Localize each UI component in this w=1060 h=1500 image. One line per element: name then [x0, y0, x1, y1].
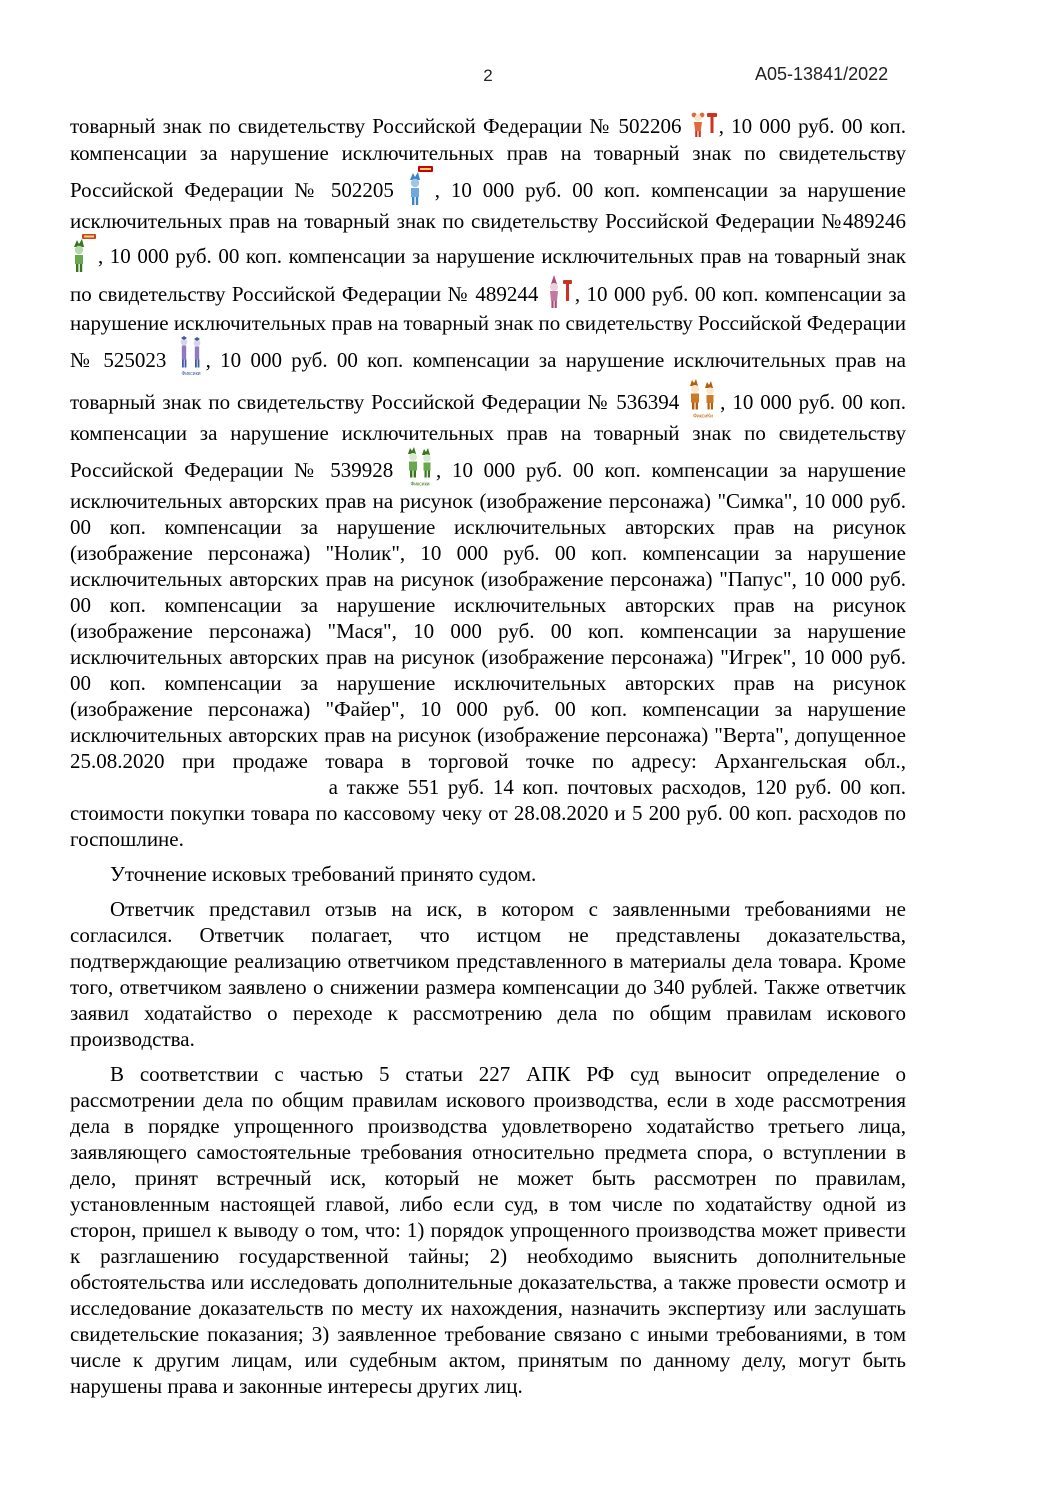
claims-text-segment: , 10 000 руб. 00 коп. компенсации за нарушение исключительных прав на товарный знак по свидетельству Российской Федерации №489246 — [70, 178, 906, 233]
claims-text-segment: , 10 000 руб. 00 коп. компенсации за нарушение исключительных прав на товарный знак по свидетельству Российской Федерации № 536394 — [70, 348, 906, 414]
claims-text-segment: , 10 000 руб. 00 коп. компенсации за нарушение исключительных прав на товарный знак по свидетельству Российской Федерации № 489244 — [70, 244, 906, 306]
page-number: 2 — [483, 66, 493, 85]
claims-text-segment: , 10 000 руб. 00 коп. компенсации за нарушение исключительных прав на товарный знак по свидетельству Российской Федерации № 539928 — [70, 390, 906, 482]
svg-text:Фиксики: Фиксики — [181, 371, 201, 377]
trademark-image-502205 — [405, 166, 435, 208]
trademark-image-502206 — [689, 110, 719, 140]
claims-text-segment: , 10 000 руб. 00 коп. компенсации за нарушение исключительных авторских прав на рисунок (изображение персонажа) "Симка", 10 000 руб. 00 коп. компенсации за нарушение исключительных авторских прав на рисунок (изображение персонажа) "Нолик", 10 000 руб. 00 коп. компенсации за нарушение исключительных авторских прав на рисунок (изображение персонажа) "Папус", 10 000 руб. 00 коп. компенсации за нарушение исключительных авторских прав на рисунок (изображение персонажа) "Мася", 10 000 руб. 00 коп. компенсации за нарушение исключительных авторских прав на рисунок (изображение персонажа) "Игрек", 10 000 руб. 00 коп. компенсации за нарушение исключительных авторских прав на рисунок (изображение персонажа) "Файер", 10 000 руб. 00 коп. компенсации за нарушение исключительных авторских прав на рисунок (изображение персонажа) "Верта", допущенное 25.08.2020 при продаже товара в торговой точке по адресу: Архангельская обл., — [70, 458, 906, 773]
trademark-image-525023 — [176, 336, 206, 378]
paragraph-defendant-response: Ответчик представил отзыв на иск, в котором с заявленными требованиями не согласился. Ответчик полагает, что истцом не представлены доказательства, подтверждающие реализацию ответчиком представленного в материалы дела товара. Кроме того, ответчиком заявлено о снижении размера компенсации до 340 рублей. Также ответчик заявил ходатайство о переходе к рассмотрению дела по общим правилам искового производства. — [70, 897, 906, 1051]
document-body — [70, 110, 906, 1399]
claims-text-segment: , 10 000 руб. 00 коп. компенсации за нарушение исключительных прав на товарный знак по свидетельству Российской Федерации № 502205 — [70, 114, 906, 202]
claims-text-segment: товарный знак по свидетельству Российской Федерации № 502206 — [70, 114, 689, 138]
case-number: A05-13841/2022 — [755, 64, 889, 84]
trademark-image-539928 — [404, 446, 436, 488]
claims-text-segment: а также 551 руб. 14 коп. почтовых расходов, 120 руб. 00 коп. стоимости покупки товара по кассовому чеку от 28.08.2020 и 5 200 руб. 00 коп. расходов по госпошлине. — [70, 775, 906, 851]
trademark-image-489244 — [545, 274, 575, 310]
trademark-image-489246 — [70, 234, 98, 274]
paragraph-apk-rf-rule: В соответствии с частью 5 статьи 227 АПК РФ суд выносит определение о рассмотрении дела по общим правилам искового производства, если в ходе рассмотрения дела в порядке упрощенного производства удовлетворено ходатайство третьего лица, заявляющего самостоятельные требования относительно предмета спора, о вступлении в дело, принят встречный иск, который не может быть рассмотрен по правилам, установленным настоящей главой, либо если суд, в том числе по ходатайству одной из сторон, пришел к выводу о том, что: 1) порядок упрощенного производства может привести к разглашению государственной тайны; 2) необходимо выяснить дополнительные обстоятельства или исследовать дополнительные доказательства, а также провести осмотр и исследование доказательств по месту их нахождения, назначить экспертизу или заслушать свидетельские показания; 3) заявленное требование связано с иными требованиями, в том числе к другим лицам, или судебным актом, принятым по данному делу, могут быть нарушены права и законные интересы других лиц. — [70, 1062, 906, 1398]
paragraph-clarification: Уточнение исковых требований принято судом. — [110, 862, 537, 886]
redacted-address-gap — [70, 793, 320, 794]
svg-text:ФиксиКи: ФиксиКи — [693, 413, 714, 420]
trademark-image-536394 — [686, 378, 720, 420]
claims-text-segment: , 10 000 руб. 00 коп. компенсации за нарушение исключительных прав на товарный знак по свидетельству Российской Федерации № 525023 — [70, 282, 906, 372]
svg-text:Фиксики: Фиксики — [410, 481, 430, 488]
paragraph-claims — [70, 110, 906, 852]
